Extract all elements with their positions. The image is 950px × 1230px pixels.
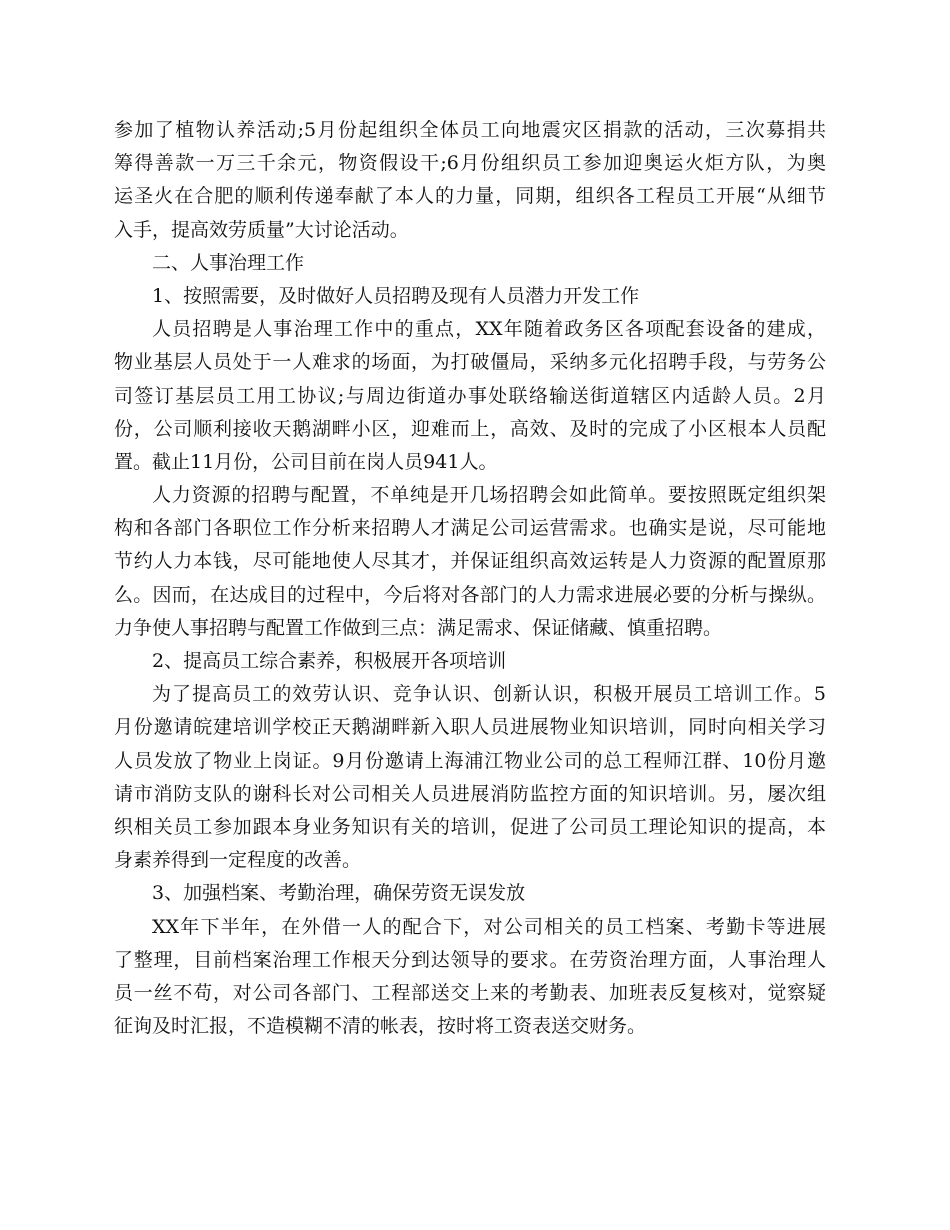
text-line: 筹得善款一万三千余元，物资假设干;6月份组织员工参加迎奥运火炬方队，为奥 bbox=[114, 152, 826, 175]
text-line: 司签订基层员工用工协议;与周边街道办事处联络输送街道辖区内适龄人员。2月 bbox=[114, 384, 826, 407]
text-line: 运圣火在合肥的顺利传递奉献了本人的力量，同期，组织各工程员工开展“从细节 bbox=[114, 185, 826, 208]
text-line: 了整理，目前档案治理工作根天分到达领导的要求。在劳资治理方面，人事治理人 bbox=[114, 948, 826, 971]
text-line: 物业基层人员处于一人难求的场面，为打破僵局，采纳多元化招聘手段，与劳务公 bbox=[114, 351, 826, 374]
subsection-heading: 1、按照需要，及时做好人员招聘及现有人员潜力开发工作 bbox=[152, 284, 640, 307]
text-line: 么。因而，在达成目的过程中，今后将对各部门的人力需求进展必要的分析与操纵。 bbox=[114, 583, 826, 606]
text-line: 置。截止11月份，公司目前在岗人员941人。 bbox=[114, 450, 498, 473]
text-line: 人力资源的招聘与配置，不单纯是开几场招聘会如此简单。要按照既定组织架 bbox=[152, 484, 826, 507]
text-line: 织相关员工参加跟本身业务知识有关的培训，促进了公司员工理论知识的提高，本 bbox=[114, 815, 826, 838]
document-body bbox=[114, 114, 826, 1043]
text-line: 份，公司顺利接收天鹅湖畔小区，迎难而上，高效、及时的完成了小区根本人员配 bbox=[114, 417, 826, 440]
text-line: 身素养得到一定程度的改善。 bbox=[114, 849, 362, 872]
text-line: 参加了植物认养活动;5月份起组织全体员工向地震灾区捐款的活动，三次募捐共 bbox=[114, 119, 826, 141]
text-line: 力争使人事招聘与配置工作做到三点：满足需求、保证储藏、慎重招聘。 bbox=[114, 616, 723, 639]
text-line: 为了提高员工的效劳认识、竞争认识、创新认识，积极开展员工培训工作。5 bbox=[152, 683, 826, 706]
text-line: 请市消防支队的谢科长对公司相关人员进展消防监控方面的知识培训。另，屡次组 bbox=[114, 782, 826, 805]
text-line: 构和各部门各职位工作分析来招聘人才满足公司运营需求。也确实是说，尽可能地 bbox=[114, 517, 826, 540]
text-line: 节约人力本钱，尽可能地使人尽其才，并保证组织高效运转是人力资源的配置原那 bbox=[114, 550, 826, 573]
section-heading: 二、人事治理工作 bbox=[152, 251, 305, 274]
text-line: 征询及时汇报，不造模糊不清的帐表，按时将工资表送交财务。 bbox=[114, 1015, 647, 1038]
text-line: 人员发放了物业上岗证。9月份邀请上海浦江物业公司的总工程师江群、10份月邀 bbox=[114, 749, 826, 772]
text-line: 人员招聘是人事治理工作中的重点，XX年随着政务区各项配套设备的建成， bbox=[152, 318, 826, 341]
text-line: XX年下半年，在外借一人的配合下，对公司相关的员工档案、考勤卡等进展 bbox=[152, 915, 826, 938]
text-line: 月份邀请皖建培训学校正天鹅湖畔新入职人员进展物业知识培训，同时向相关学习 bbox=[114, 716, 826, 739]
text-line: 员一丝不苟，对公司各部门、工程部送交上来的考勤表、加班表反复核对，觉察疑 bbox=[114, 981, 826, 1004]
text-line: 入手，提高效劳质量”大讨论活动。 bbox=[114, 218, 409, 241]
subsection-heading: 2、提高员工综合素养，积极展开各项培训 bbox=[152, 650, 507, 672]
subsection-heading: 3、加强档案、考勤治理，确保劳资无误发放 bbox=[152, 882, 526, 905]
